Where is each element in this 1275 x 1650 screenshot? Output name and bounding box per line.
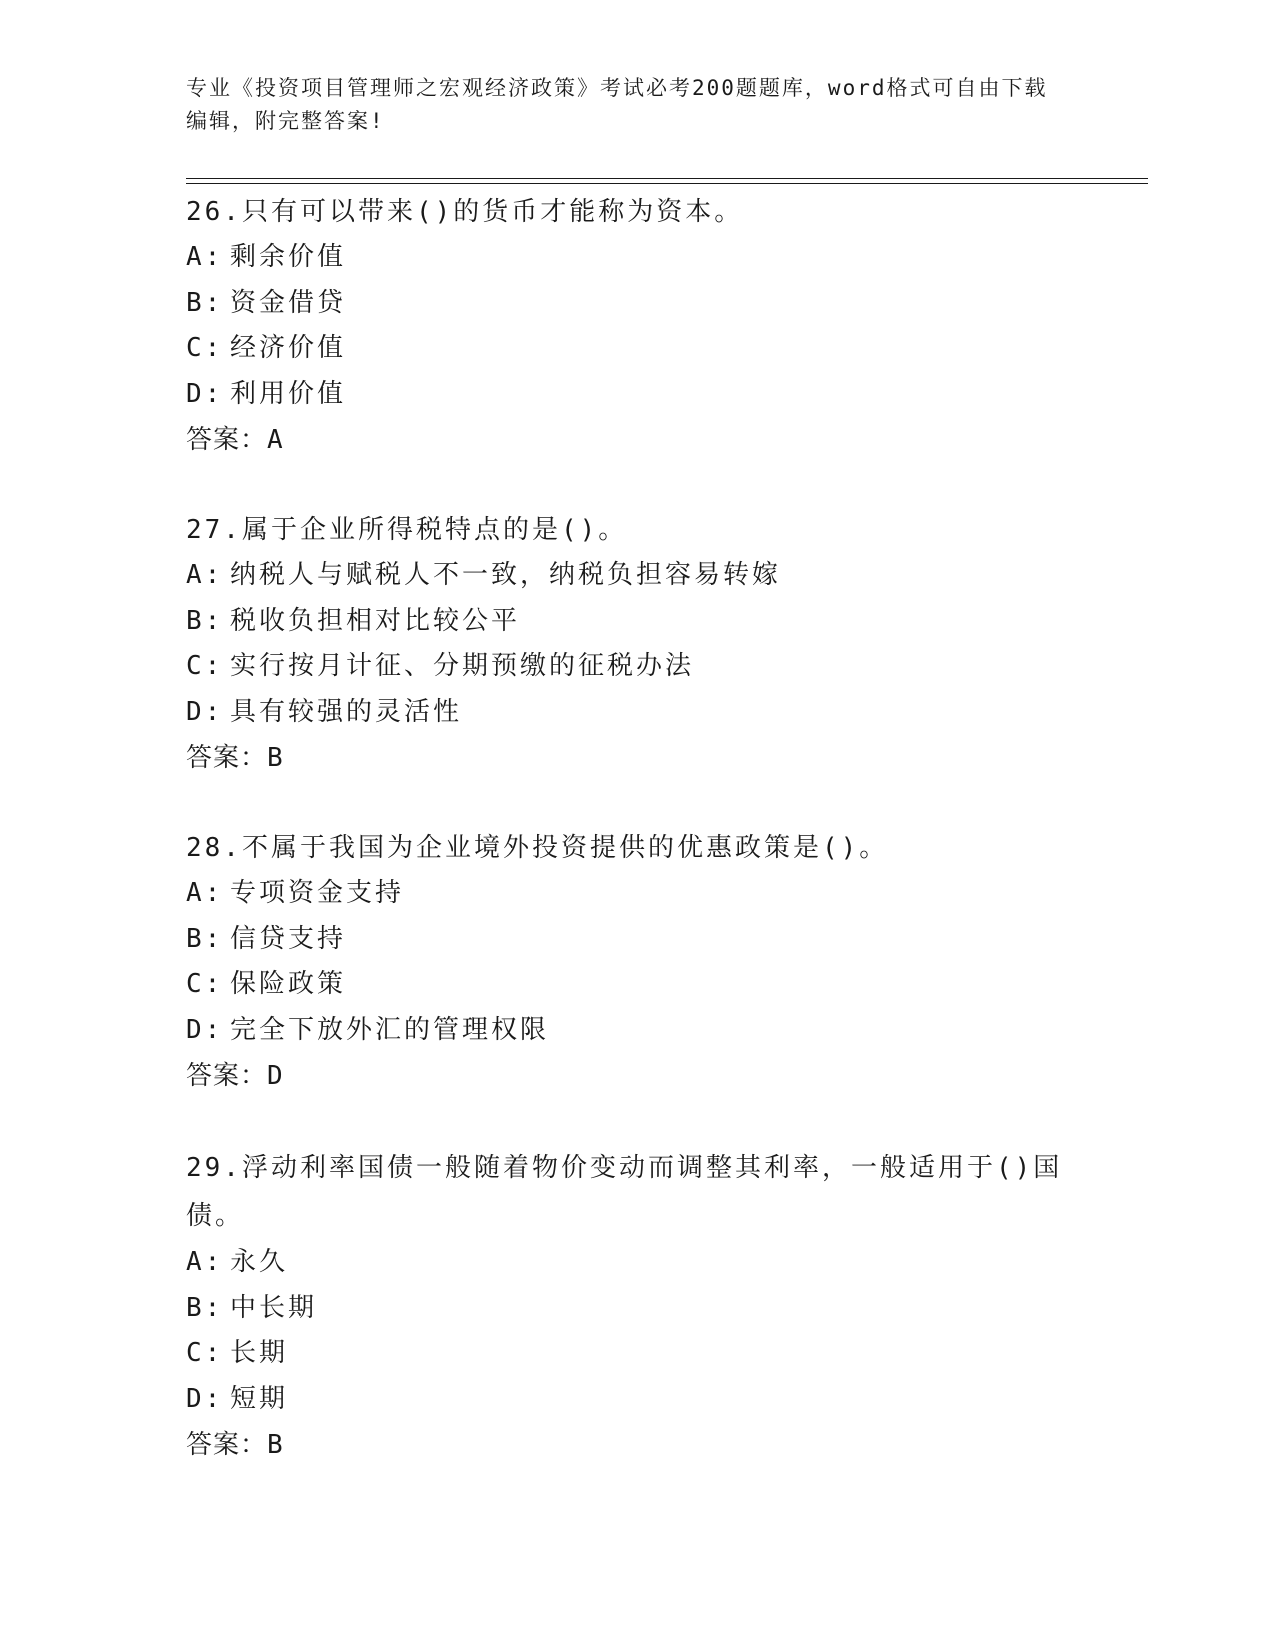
question-text: 26.只有可以带来()的货币才能称为资本。 bbox=[186, 197, 744, 227]
option-a bbox=[186, 1240, 1086, 1286]
option-b bbox=[186, 599, 1086, 645]
option-a bbox=[186, 871, 1086, 917]
option-text: 完全下放外汇的管理权限 bbox=[230, 1014, 550, 1045]
option-letter: D: bbox=[186, 1383, 224, 1414]
option-d bbox=[186, 1377, 1086, 1423]
option-letter: A: bbox=[186, 878, 224, 908]
option-a bbox=[186, 235, 1086, 281]
question-text: 29.浮动利率国债一般随着物价变动而调整其利率，一般适用于()国债。 bbox=[186, 1153, 1063, 1231]
option-c bbox=[186, 962, 1086, 1008]
option-letter: A: bbox=[186, 1247, 224, 1277]
option-text: 中长期 bbox=[230, 1292, 318, 1323]
document-header: 专业《投资项目管理师之宏观经济政策》考试必考200题题库，word格式可自由下载编辑，附完整答案! bbox=[186, 76, 1048, 133]
header-divider-bottom bbox=[186, 183, 1148, 184]
option-text: 剩余价值 bbox=[230, 242, 347, 272]
question-28 bbox=[186, 826, 1086, 1099]
option-text: 具有较强的灵活性 bbox=[230, 696, 463, 727]
option-d bbox=[186, 372, 1086, 418]
question-text: 27.属于企业所得税特点的是()。 bbox=[186, 515, 628, 545]
question-27 bbox=[186, 508, 1086, 781]
option-text: 利用价值 bbox=[230, 378, 347, 409]
option-letter: A: bbox=[186, 560, 224, 590]
option-b bbox=[186, 1286, 1086, 1332]
option-letter: D: bbox=[186, 696, 224, 727]
option-c bbox=[186, 326, 1086, 372]
option-letter: C: bbox=[186, 651, 224, 681]
option-letter: C: bbox=[186, 969, 224, 999]
option-letter: A: bbox=[186, 242, 224, 272]
option-text: 专项资金支持 bbox=[230, 878, 405, 908]
option-text: 经济价值 bbox=[230, 333, 347, 363]
question-26 bbox=[186, 190, 1086, 463]
option-letter: C: bbox=[186, 1338, 224, 1368]
option-text: 资金借贷 bbox=[230, 287, 347, 318]
option-letter: B: bbox=[186, 923, 224, 954]
option-text: 长期 bbox=[230, 1338, 289, 1368]
answer-line: 答案：D bbox=[186, 1061, 284, 1091]
option-letter: B: bbox=[186, 605, 224, 636]
option-text: 保险政策 bbox=[230, 969, 347, 999]
option-d bbox=[186, 1008, 1086, 1054]
option-letter: C: bbox=[186, 333, 224, 363]
option-letter: D: bbox=[186, 1014, 224, 1045]
option-d bbox=[186, 690, 1086, 736]
header-divider-top bbox=[186, 178, 1148, 179]
option-letter: B: bbox=[186, 1292, 224, 1323]
option-letter: D: bbox=[186, 378, 224, 409]
option-b bbox=[186, 917, 1086, 963]
option-a bbox=[186, 553, 1086, 599]
option-text: 短期 bbox=[230, 1383, 289, 1414]
option-text: 信贷支持 bbox=[230, 923, 347, 954]
answer-line: 答案：B bbox=[186, 1430, 284, 1460]
option-text: 税收负担相对比较公平 bbox=[230, 605, 521, 636]
option-c bbox=[186, 1331, 1086, 1377]
answer-line: 答案：A bbox=[186, 425, 284, 455]
option-letter: B: bbox=[186, 287, 224, 318]
option-text: 实行按月计征、分期预缴的征税办法 bbox=[230, 651, 695, 681]
question-text: 28.不属于我国为企业境外投资提供的优惠政策是()。 bbox=[186, 833, 889, 863]
option-text: 永久 bbox=[230, 1247, 289, 1277]
option-c bbox=[186, 644, 1086, 690]
option-text: 纳税人与赋税人不一致，纳税负担容易转嫁 bbox=[230, 560, 782, 590]
option-b bbox=[186, 281, 1086, 327]
question-29 bbox=[186, 1144, 1086, 1468]
answer-line: 答案：B bbox=[186, 743, 284, 773]
